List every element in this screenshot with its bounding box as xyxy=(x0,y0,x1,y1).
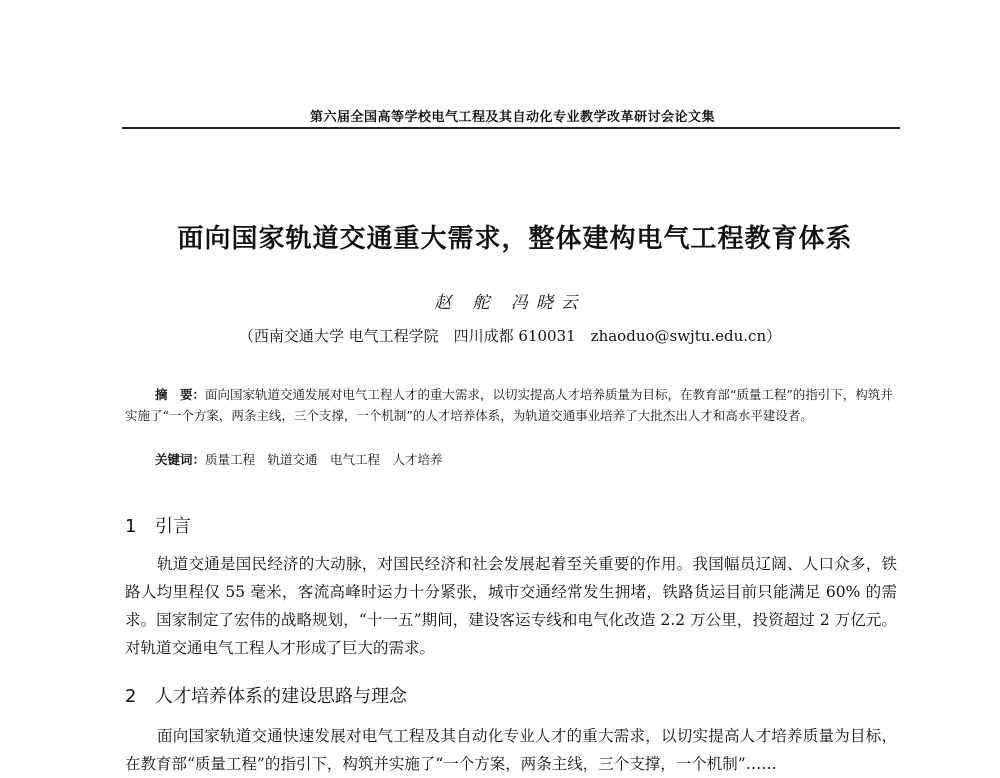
abstract-text: 面向国家轨道交通发展对电气工程人才的重大需求，以切实提高人才培养质量为目标，在教育部“质量工程”的指引下，构筑并实施了“一个方案，两条主线，三个支撑，一个机制”的人才培养体系，为轨道交通事业培养了大批杰出人才和高水平建设者。 xyxy=(125,387,893,423)
affiliation: （西南交通大学 电气工程学院 四川成都 610031 zhaoduo@swjtu.edu.cn） xyxy=(238,327,782,345)
paper-title: 面向国家轨道交通重大需求，整体建构电气工程教育体系 xyxy=(177,224,853,254)
section-number: 1 xyxy=(125,516,137,537)
keywords xyxy=(155,450,900,468)
section-1-body: 轨道交通是国民经济的大动脉，对国民经济和社会发展起着至关重要的作用。我国幅员辽阔、人口众多，铁路人均里程仅 55 毫米，客流高峰时运力十分紧张，城市交通经常发生拥堵，铁路货运目前只能满足 60% 的需求。国家制定了宏伟的战略规划，“十一五”期间，建设客运专线和电气化改造 2.2 万公里，投资超过 2 万亿元。对轨道交通电气工程人才形成了巨大的需求。 xyxy=(125,555,897,657)
section-title: 引言 xyxy=(155,516,191,537)
keywords-label: 关键词： xyxy=(155,452,206,467)
keywords-text: 质量工程 轨道交通 电气工程 人才培养 xyxy=(205,452,443,467)
abstract xyxy=(125,384,900,426)
section-heading-1 xyxy=(125,512,191,538)
section-title: 人才培养体系的建设思路与理念 xyxy=(155,686,407,707)
header-rule xyxy=(122,127,900,129)
abstract-label: 摘 要： xyxy=(155,387,206,402)
authors: 赵 舵 冯晓云 xyxy=(434,293,586,313)
running-header: 第六届全国高等学校电气工程及其自动化专业教学改革研讨会论文集 xyxy=(309,110,715,125)
section-2-body: 面向国家轨道交通快速发展对电气工程及其自动化专业人才的重大需求，以切实提高人才培养质量为目标，在教育部“质量工程”的指引下，构筑并实施了“一个方案，两条主线，三个支撑，一个机制”…… xyxy=(125,727,897,773)
section-number: 2 xyxy=(125,686,137,707)
section-heading-2 xyxy=(125,682,407,708)
